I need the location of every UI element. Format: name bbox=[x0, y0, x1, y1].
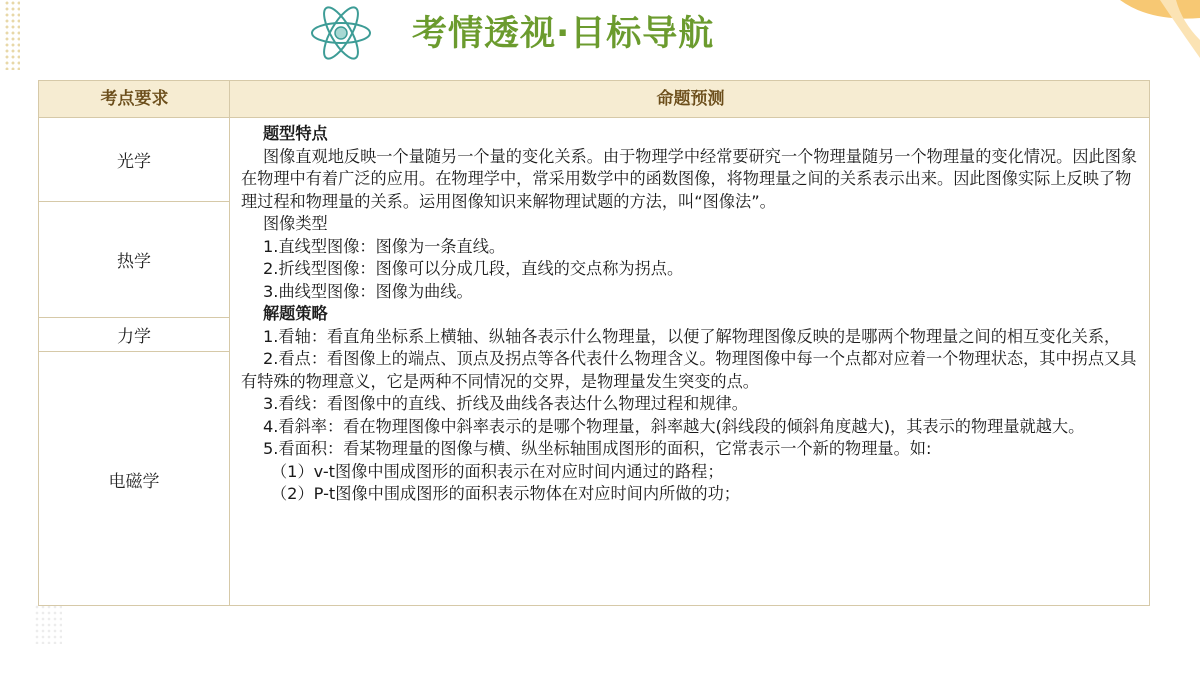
corner-decoration bbox=[1090, 0, 1200, 80]
header-forecast: 命题预测 bbox=[656, 89, 725, 109]
table-header-row bbox=[39, 81, 1149, 118]
features-paragraph: 图像直观地反映一个量随另一个量的变化关系。由于物理学中经常要研究一个物理量随另一个物理量的变化情况。因此图象在物理中有着广泛的应用。在物理学中，常采用数学中的函数图像，将物理量之间的关系表示出来。因此图像实际上反映了物理过程和物理量的关系。运用图像知识来解物理试题的方法，叫“图像法”。 bbox=[241, 146, 1138, 211]
page-title: 考情透视·目标导航 bbox=[412, 14, 715, 54]
strategy-item: 5.看面积：看某物理量的图像与横、纵坐标轴围成图形的面积，它常表示一个新的物理量。如: bbox=[263, 439, 932, 458]
topic-electromagnetism: 电磁学 bbox=[108, 471, 160, 492]
strategy-item: 3.看线：看图像中的直线、折线及曲线各表达什么物理过程和规律。 bbox=[263, 394, 748, 413]
type-item: 3.曲线型图像：图像为曲线。 bbox=[263, 281, 473, 301]
section-heading-strategy: 解题策略 bbox=[263, 304, 328, 323]
section-heading-types: 图像类型 bbox=[263, 214, 328, 233]
strategy-subitem: （1）v-t图像中围成图形的面积表示在对应时间内通过的路程； bbox=[271, 461, 724, 481]
topic-optics: 光学 bbox=[117, 152, 151, 172]
atom-logo-icon bbox=[308, 3, 374, 63]
section-heading-features: 题型特点 bbox=[263, 124, 328, 143]
column-divider bbox=[229, 81, 230, 605]
strategy-item: 2.看点：看图像上的端点、顶点及拐点等各代表什么物理含义。物理图像中每一个点都对应着一个物理状态，其中拐点又具有特殊的物理意义，它是两种不同情况的交界，是物理量发生突变的点。 bbox=[241, 349, 1137, 391]
strategy-item: 4.看斜率：看在物理图像中斜率表示的是哪个物理量，斜率越大(斜线段的倾斜角度越大)，其表示的物理量就越大。 bbox=[263, 416, 1085, 436]
decorative-dots-top-left bbox=[4, 0, 20, 70]
header-requirements: 考点要求 bbox=[100, 89, 169, 109]
strategy-item: 1.看轴：看直角坐标系上横轴、纵轴各表示什么物理量，以便了解物理图像反映的是哪两个物理量之间的相互变化关系， bbox=[263, 326, 1121, 346]
type-item: 2.折线型图像：图像可以分成几段，直线的交点称为拐点。 bbox=[263, 259, 684, 278]
strategy-subitem: （2）P-t图像中围成图形的面积表示物体在对应时间内所做的功； bbox=[271, 484, 740, 503]
topic-mechanics: 力学 bbox=[117, 327, 151, 347]
topic-thermal: 热学 bbox=[117, 252, 151, 272]
forecast-content bbox=[241, 123, 1145, 506]
exam-forecast-table bbox=[38, 80, 1150, 606]
decorative-dots-bottom-left bbox=[34, 604, 62, 644]
type-item: 1.直线型图像：图像为一条直线。 bbox=[263, 236, 506, 256]
